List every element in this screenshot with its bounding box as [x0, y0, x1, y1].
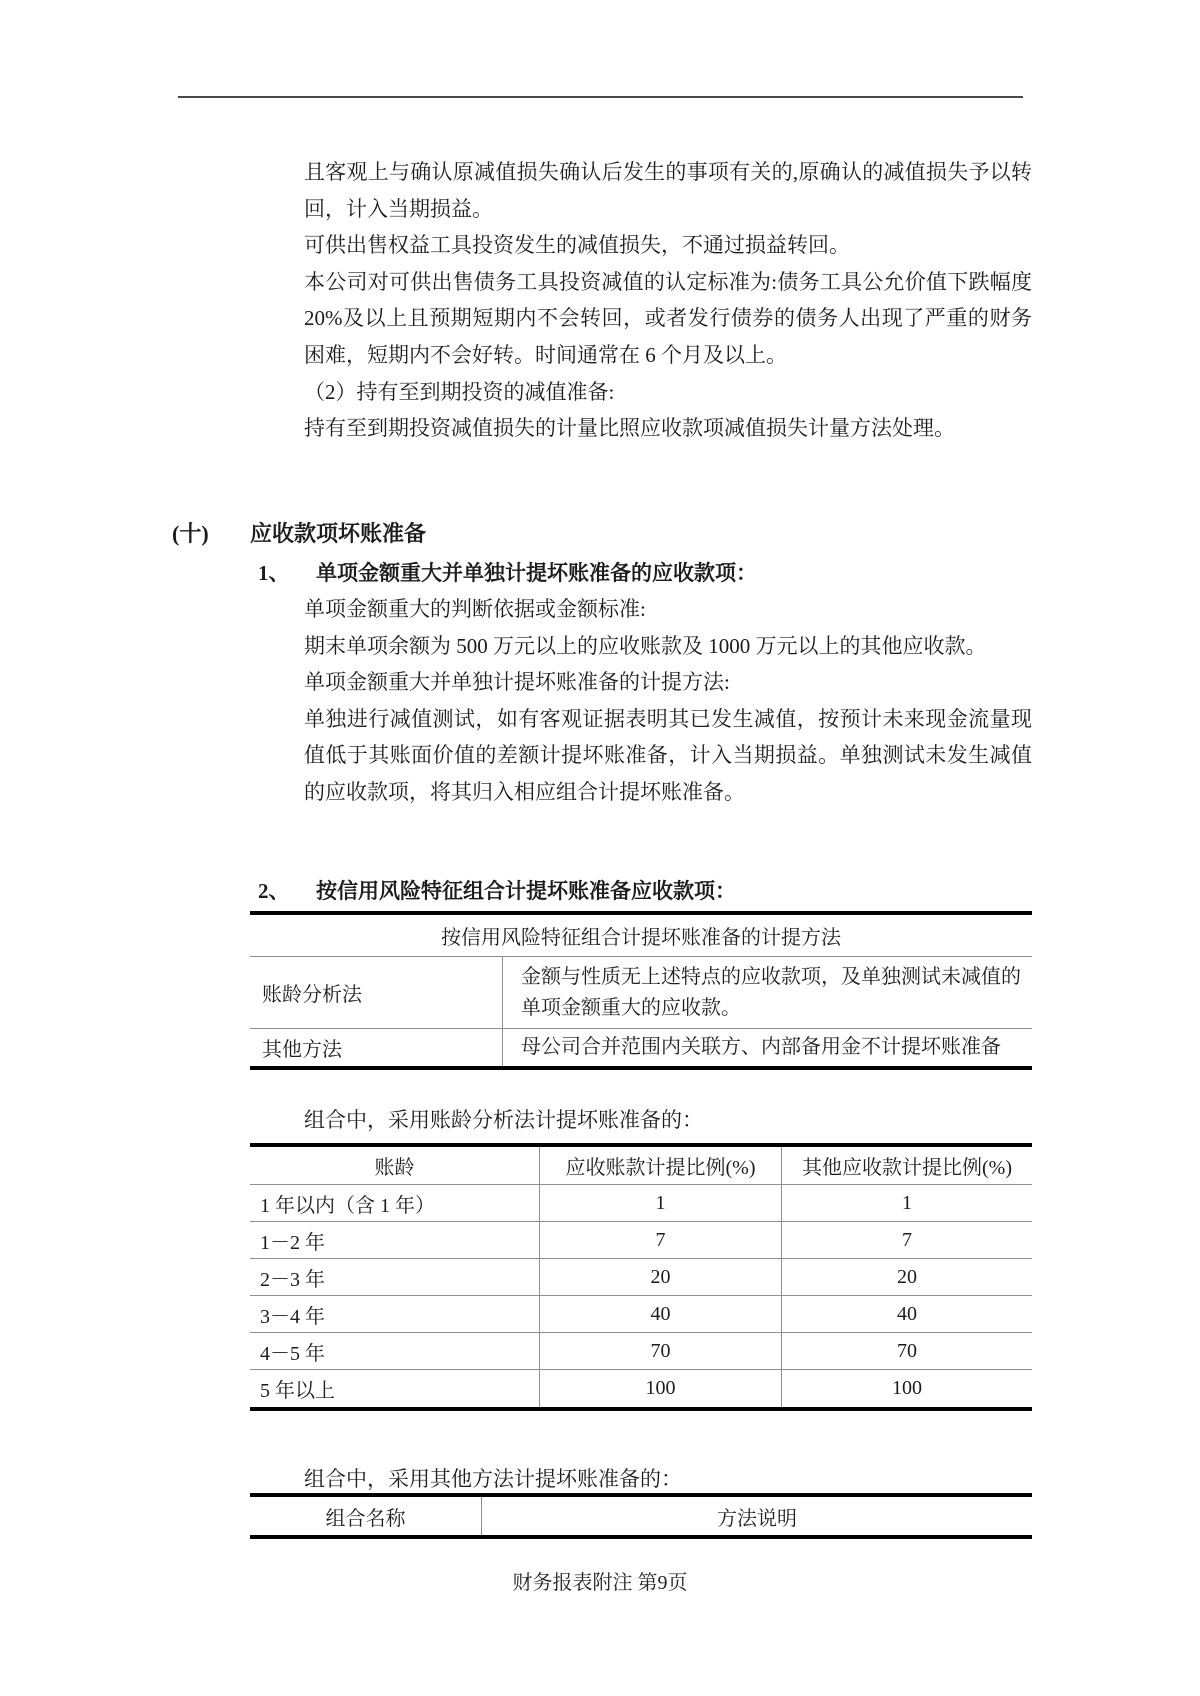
- table-row: [250, 1259, 1032, 1296]
- age-cell: 5 年以上: [250, 1370, 540, 1407]
- age-cell: 1－2 年: [250, 1222, 540, 1258]
- method-name-cell: 账龄分析法: [250, 957, 503, 1028]
- method-table: [250, 911, 1032, 1070]
- item2-heading: [0, 878, 1200, 904]
- table-row: [250, 1370, 1032, 1407]
- age-cell: 3－4 年: [250, 1296, 540, 1332]
- paragraph: 持有至到期投资减值损失的计量比照应收款项减值损失计量方法处理。: [304, 416, 955, 441]
- aging-table-caption: 组合中，采用账龄分析法计提坏账准备的：: [304, 1108, 703, 1132]
- paragraph: 期末单项余额为 500 万元以上的应收账款及 1000 万元以上的其他应收款。: [304, 633, 987, 658]
- table-row: [250, 1222, 1032, 1259]
- other-table-caption: 组合中，采用其他方法计提坏账准备的：: [304, 1467, 682, 1491]
- ar-ratio-cell: 100: [540, 1370, 782, 1407]
- section-heading: [0, 521, 1200, 547]
- item2-title: 按信用风险特征组合计提坏账准备应收款项：: [316, 879, 736, 903]
- aging-table-header-row: [250, 1147, 1032, 1185]
- column-header: 方法说明: [717, 1507, 797, 1530]
- column-header: 组合名称: [250, 1497, 482, 1535]
- ar-ratio-cell: 70: [540, 1333, 782, 1369]
- paragraph: 本公司对可供出售债务工具投资减值的认定标准为:债务工具公允价值下跌幅度 20%及以上且预期短期内不会转回，或者发行债券的债务人出现了严重的财务困难，短期内不会好转。时间通常在 6 个月及以上。: [304, 269, 1032, 367]
- method-table-span-header-row: [250, 915, 1032, 957]
- page-footer: 财务报表附注 第9页: [512, 1572, 688, 1594]
- table-row: [250, 957, 1032, 1029]
- age-cell: 4－5 年: [250, 1333, 540, 1369]
- aging-table: [250, 1143, 1032, 1411]
- item1-heading: [0, 560, 1200, 586]
- method-table-span-header: 按信用风险特征组合计提坏账准备的计提方法: [441, 927, 841, 949]
- section-title: 应收款项坏账准备: [250, 521, 427, 546]
- paragraph: 单独进行减值测试，如有客观证据表明其已发生减值，按预计未来现金流量现值低于其账面价值的差额计提坏账准备，计入当期损益。单独测试未发生减值的应收款项，将其归入相应组合计提坏账准备。: [304, 706, 1032, 804]
- age-cell: 1 年以内（含 1 年）: [250, 1185, 540, 1221]
- other-ratio-cell: 40: [897, 1302, 917, 1325]
- other-ratio-cell: 1: [902, 1191, 912, 1214]
- item1-title: 单项金额重大并单独计提坏账准备的应收款项：: [316, 561, 757, 585]
- paragraph: 单项金额重大的判断依据或金额标准:: [304, 597, 646, 621]
- other-method-table: [250, 1493, 1032, 1539]
- intro-paragraphs: [304, 154, 1032, 447]
- header-rule: [178, 96, 1023, 98]
- other-ratio-cell: 20: [897, 1265, 917, 1288]
- ar-ratio-cell: 7: [540, 1222, 782, 1258]
- column-header: 应收账款计提比例(%): [540, 1147, 782, 1184]
- column-header: 账龄: [250, 1147, 540, 1184]
- table-row: [250, 1333, 1032, 1370]
- item1-number: 1、: [258, 561, 290, 585]
- method-desc-cell: 母公司合并范围内关联方、内部备用金不计提坏账准备: [521, 1036, 1001, 1058]
- paragraph: 可供出售权益工具投资发生的减值损失，不通过损益转回。: [304, 233, 850, 258]
- method-desc-cell: 金额与性质无上述特点的应收款项，及单独测试未减值的单项金额重大的应收款。: [521, 965, 1021, 1019]
- other-table-header-row: [250, 1497, 1032, 1535]
- paragraph: （2）持有至到期投资的减值准备:: [304, 379, 615, 404]
- age-cell: 2－3 年: [250, 1259, 540, 1295]
- paragraph: 单项金额重大并单独计提坏账准备的计提方法:: [304, 670, 730, 695]
- table-row: [250, 1029, 1032, 1066]
- other-ratio-cell: 7: [902, 1228, 912, 1251]
- item1-paragraphs: [304, 591, 1032, 811]
- column-header: 其他应收款计提比例(%): [802, 1157, 1012, 1179]
- method-name-cell: 其他方法: [250, 1029, 503, 1066]
- other-ratio-cell: 70: [897, 1339, 917, 1362]
- paragraph: 且客观上与确认原减值损失确认后发生的事项有关的,原确认的减值损失予以转回，计入当期损益。: [304, 160, 1032, 221]
- section-number: (十): [172, 521, 209, 546]
- table-row: [250, 1185, 1032, 1222]
- ar-ratio-cell: 40: [540, 1296, 782, 1332]
- other-ratio-cell: 100: [892, 1377, 922, 1399]
- table-row: [250, 1296, 1032, 1333]
- item2-number: 2、: [258, 879, 290, 903]
- ar-ratio-cell: 1: [540, 1185, 782, 1221]
- ar-ratio-cell: 20: [540, 1259, 782, 1295]
